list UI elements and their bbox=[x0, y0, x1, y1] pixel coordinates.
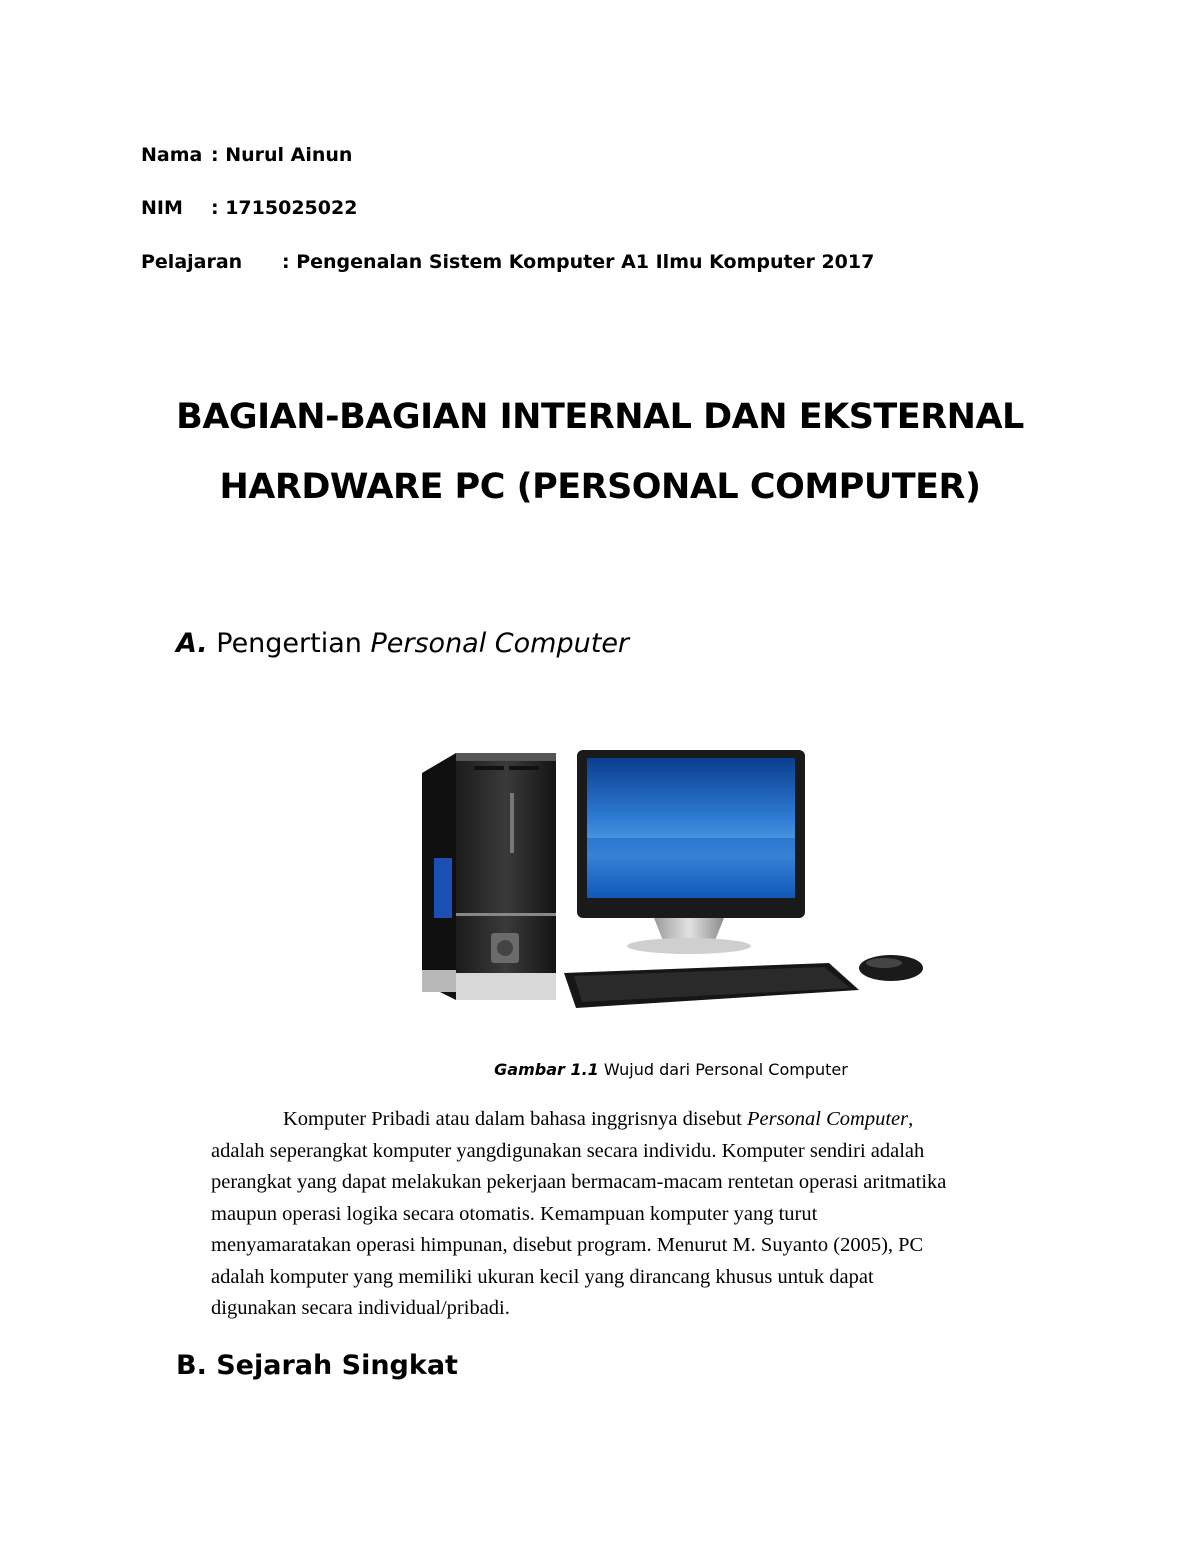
document-title bbox=[0, 382, 1200, 522]
pelajaran-value: : Pengenalan Sistem Komputer A1 Ilmu Komputer 2017 bbox=[282, 251, 875, 273]
meta-nama bbox=[141, 144, 353, 166]
mouse bbox=[859, 955, 923, 981]
nama-value: : Nurul Ainun bbox=[211, 144, 353, 166]
body-paragraph bbox=[211, 1104, 1071, 1325]
meta-nim bbox=[141, 197, 358, 219]
paragraph-line-3: perangkat yang dapat melakukan pekerjaan bermacam-macam rentetan operasi aritmatika bbox=[211, 1171, 947, 1193]
figure-caption bbox=[0, 1060, 1200, 1079]
nim-label: NIM bbox=[141, 197, 183, 219]
paragraph-line-6: adalah komputer yang memiliki ukuran kecil yang dirancang khusus untuk dapat bbox=[211, 1265, 874, 1288]
paragraph-line-1-italic: Personal Computer bbox=[746, 1108, 909, 1130]
pc-illustration bbox=[414, 718, 930, 1018]
nama-label: Nama bbox=[141, 144, 203, 166]
paragraph-line-2: adalah seperangkat komputer yangdigunakan secara individu. Komputer sendiri adalah bbox=[211, 1139, 925, 1162]
meta-pelajaran bbox=[141, 251, 875, 273]
section-a-text: Pengertian bbox=[216, 628, 362, 659]
keyboard bbox=[564, 963, 859, 1008]
paragraph-line-1-start: Komputer Pribadi atau dalam bahasa inggrisnya disebut bbox=[283, 1108, 747, 1130]
monitor bbox=[577, 750, 805, 954]
paragraph-line-1-end: , bbox=[908, 1108, 914, 1130]
paragraph-line-1 bbox=[211, 1104, 1071, 1136]
section-b-heading: B. Sejarah Singkat bbox=[176, 1350, 458, 1381]
title-line-1: BAGIAN-BAGIAN INTERNAL DAN EKSTERNAL bbox=[176, 397, 1024, 437]
title-line-2: HARDWARE PC (PERSONAL COMPUTER) bbox=[219, 467, 981, 507]
caption-text: Wujud dari Personal Computer bbox=[598, 1060, 848, 1079]
pelajaran-label: Pelajaran bbox=[141, 251, 243, 273]
paragraph-line-4: maupun operasi logika secara otomatis. Kemampuan komputer yang turut bbox=[211, 1202, 818, 1225]
section-a-letter: A. bbox=[176, 628, 208, 659]
nim-value: : 1715025022 bbox=[211, 197, 358, 219]
tower-case bbox=[422, 753, 556, 1000]
paragraph-line-5: menyamaratakan operasi himpunan, disebut program. Menurut M. Suyanto (2005), PC bbox=[211, 1234, 924, 1256]
paragraph-line-7: digunakan secara individual/pribadi. bbox=[211, 1297, 510, 1319]
section-a-italic: Personal Computer bbox=[370, 628, 630, 659]
caption-label: Gambar 1.1 bbox=[494, 1060, 599, 1079]
section-a-heading bbox=[176, 628, 629, 659]
personal-computer-image bbox=[414, 718, 930, 1018]
